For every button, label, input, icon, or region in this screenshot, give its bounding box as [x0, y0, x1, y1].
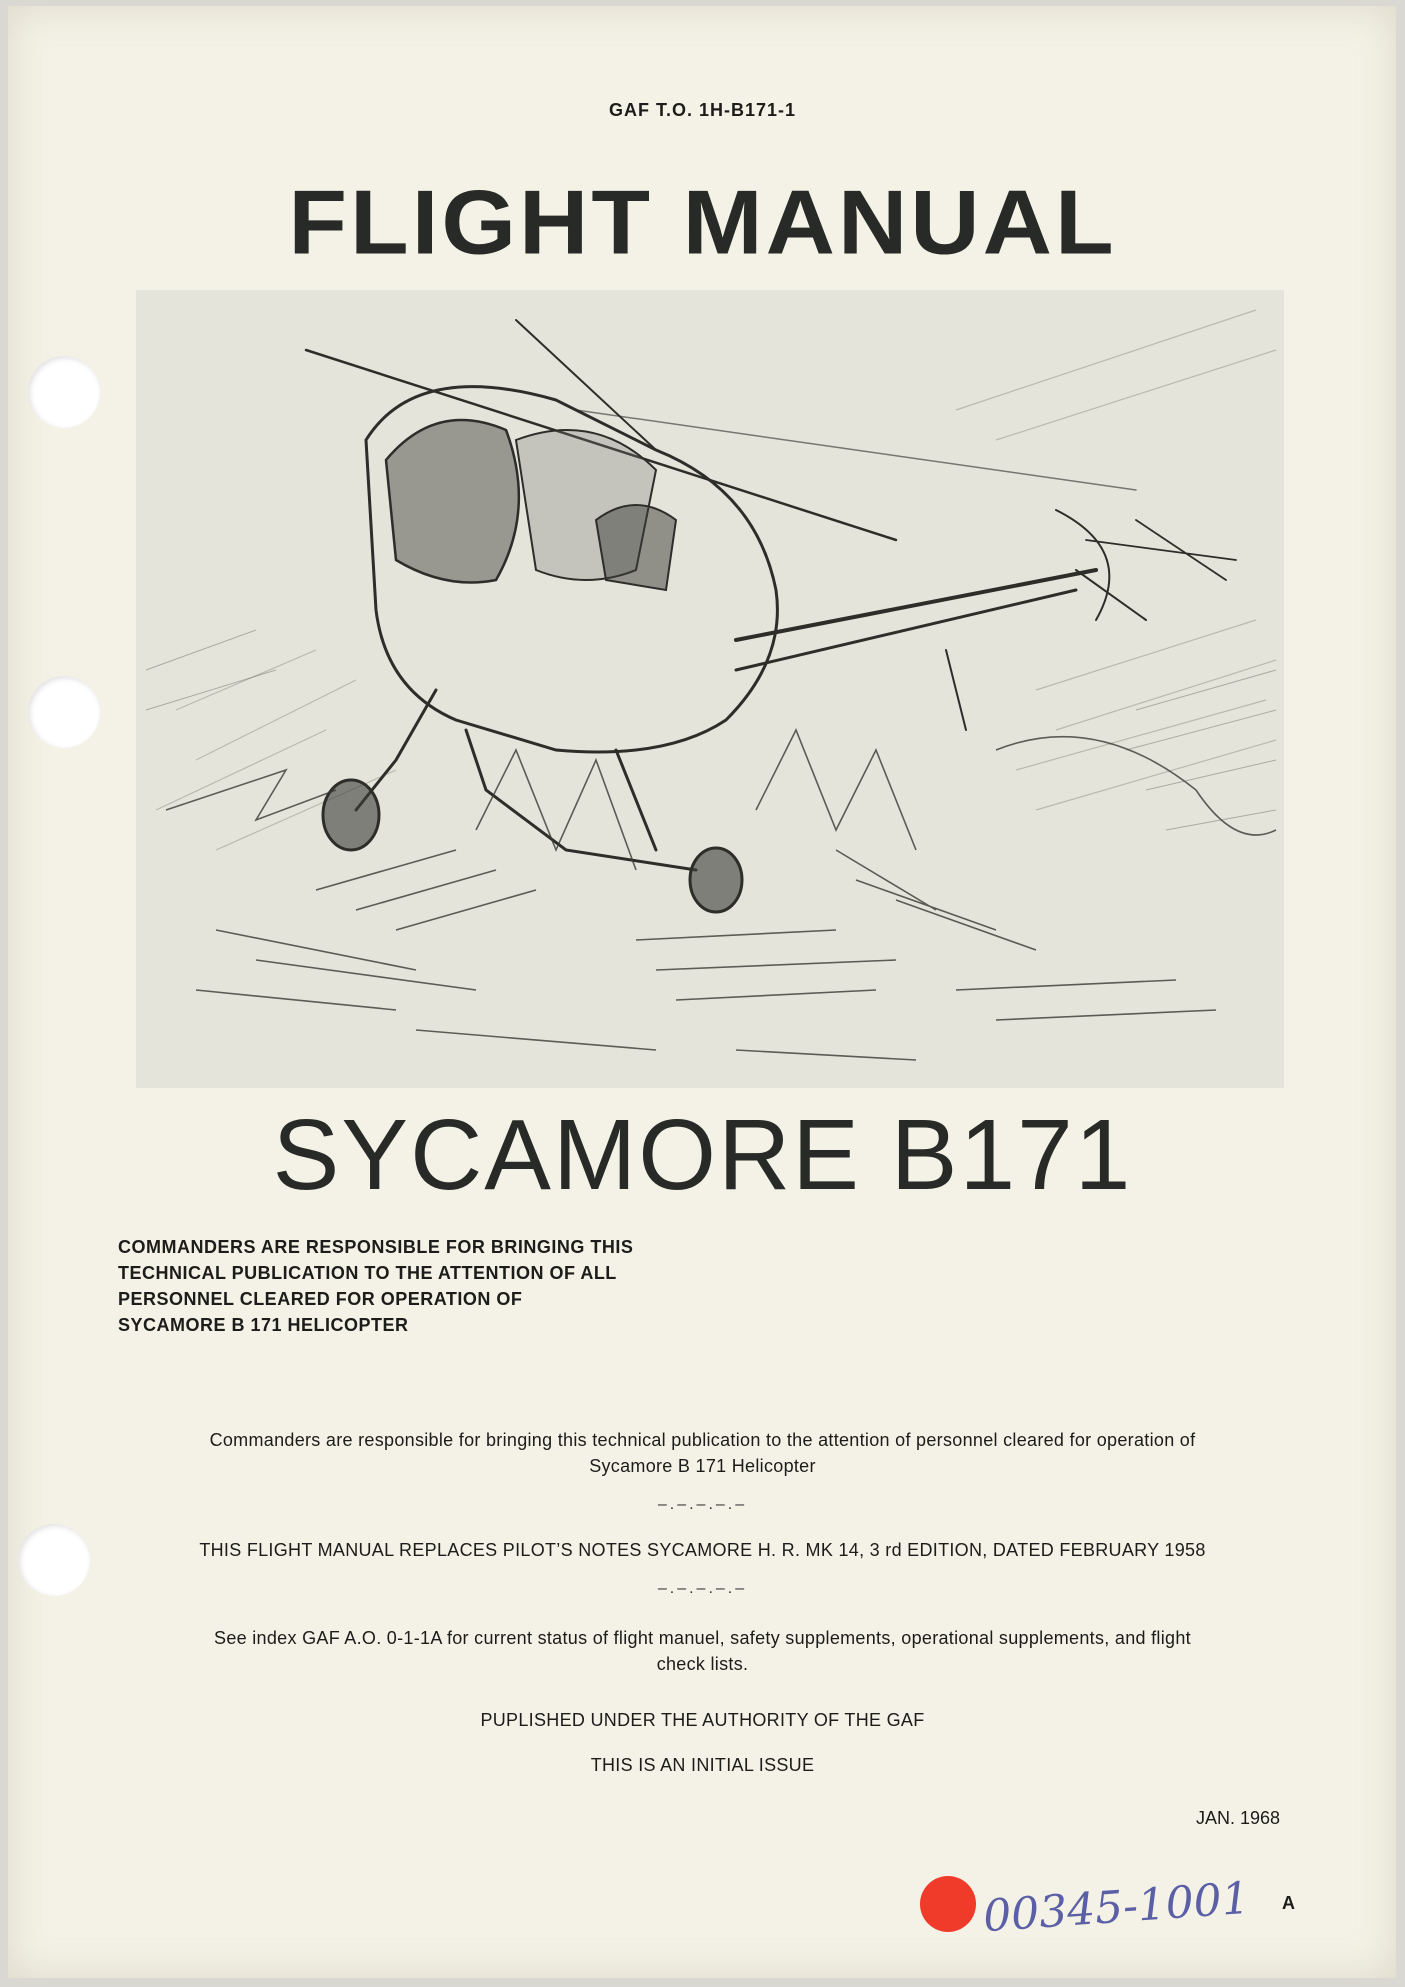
separator-1: –.–.–.–.– — [657, 1496, 748, 1513]
authority-statement: PUPLISHED UNDER THE AUTHORITY OF THE GAF — [480, 1710, 925, 1730]
issue-statement: THIS IS AN INITIAL ISSUE — [590, 1755, 815, 1775]
index-statement — [110, 1625, 1295, 1677]
red-dot-stamp — [920, 1876, 976, 1932]
commanders-notice-block — [118, 1234, 718, 1338]
replaces-statement: THIS FLIGHT MANUAL REPLACES PILOT’S NOTES SYCAMORE H. R. MK 14, 3 rd EDITION, DATED FEBRUARY 1958 — [199, 1540, 1206, 1560]
helicopter-sketch — [136, 290, 1284, 1088]
handwritten-number: 00345-1001 — [981, 1872, 1252, 1943]
page-letter: A — [1282, 1893, 1295, 1913]
technical-order-number: GAF T.O. 1H-B171-1 — [608, 100, 797, 120]
notice-line: SYCAMORE B 171 HELICOPTER — [118, 1315, 409, 1335]
manual-title: FLIGHT MANUAL — [288, 171, 1117, 274]
index-statement-line2: check lists. — [656, 1654, 749, 1674]
punch-hole-top — [28, 356, 100, 428]
commanders-statement — [110, 1427, 1295, 1479]
notice-line: PERSONNEL CLEARED FOR OPERATION OF — [118, 1289, 523, 1309]
notice-line: TECHNICAL PUBLICATION TO THE ATTENTION OF ALL — [118, 1263, 617, 1283]
commanders-statement-line1: Commanders are responsible for bringing this technical publication to the attention of personnel cleared for operation of — [209, 1430, 1196, 1450]
helicopter-illustration — [136, 290, 1284, 1088]
separator-2: –.–.–.–.– — [657, 1580, 748, 1597]
publication-date: JAN. 1968 — [1195, 1808, 1280, 1828]
commanders-statement-line2: Sycamore B 171 Helicopter — [589, 1456, 816, 1476]
index-statement-line1: See index GAF A.O. 0-1-1A for current status of flight manuel, safety supplements, operational supplements, and flight — [214, 1628, 1191, 1648]
punch-hole-middle — [28, 676, 100, 748]
notice-line: COMMANDERS ARE RESPONSIBLE FOR BRINGING THIS — [118, 1237, 634, 1257]
aircraft-model-title: SYCAMORE B171 — [272, 1099, 1133, 1211]
